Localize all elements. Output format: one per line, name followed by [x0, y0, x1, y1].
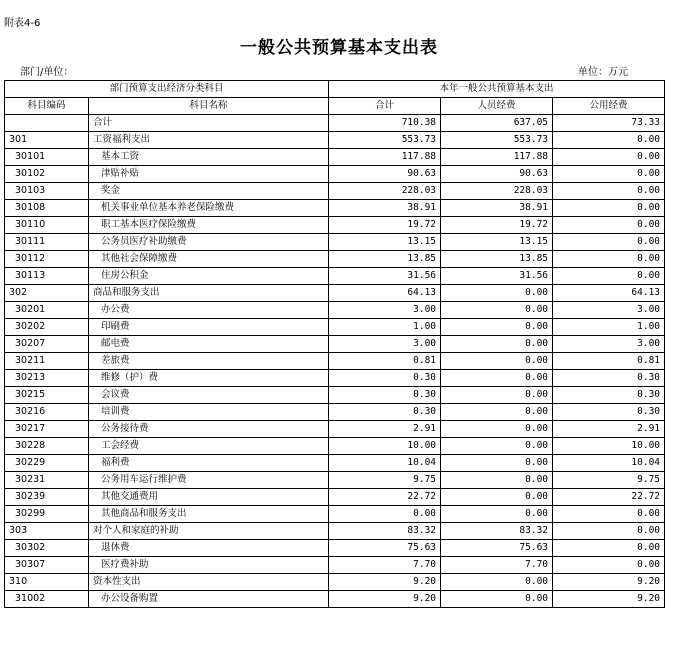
table-row: [5, 540, 665, 557]
row-code: 302: [5, 285, 89, 302]
row-public: 64.13: [553, 285, 665, 302]
row-public: 0.30: [553, 387, 665, 404]
row-name: 合计: [89, 115, 329, 132]
row-personnel: 83.32: [441, 523, 553, 540]
row-name: 基本工资: [89, 149, 329, 166]
row-name: 印刷费: [89, 319, 329, 336]
row-total: 13.15: [329, 234, 441, 251]
row-name: 其他商品和服务支出: [89, 506, 329, 523]
row-code: 30113: [5, 268, 89, 285]
table-row: [5, 268, 665, 285]
header-total: 合计: [329, 98, 441, 115]
row-public: 0.00: [553, 506, 665, 523]
row-total: 10.04: [329, 455, 441, 472]
row-total: 0.00: [329, 506, 441, 523]
row-public: 0.00: [553, 149, 665, 166]
table-row: [5, 285, 665, 302]
row-public: 10.04: [553, 455, 665, 472]
row-name: 住房公积金: [89, 268, 329, 285]
table-row: [5, 149, 665, 166]
row-public: 0.00: [553, 217, 665, 234]
row-public: 9.20: [553, 591, 665, 608]
row-code: 30111: [5, 234, 89, 251]
row-total: 228.03: [329, 183, 441, 200]
row-code: 30103: [5, 183, 89, 200]
table-row: [5, 489, 665, 506]
table-row: [5, 591, 665, 608]
header-public: 公用经费: [553, 98, 665, 115]
attachment-label: 附表4-6: [4, 18, 41, 29]
row-name: 邮电费: [89, 336, 329, 353]
row-public: 10.00: [553, 438, 665, 455]
row-total: 7.70: [329, 557, 441, 574]
header-name: 科目名称: [89, 98, 329, 115]
row-name: 办公设备购置: [89, 591, 329, 608]
table-row: [5, 438, 665, 455]
row-personnel: 7.70: [441, 557, 553, 574]
row-name: 会议费: [89, 387, 329, 404]
row-total: 75.63: [329, 540, 441, 557]
row-code: 30101: [5, 149, 89, 166]
row-name: 医疗费补助: [89, 557, 329, 574]
row-personnel: 228.03: [441, 183, 553, 200]
row-total: 38.91: [329, 200, 441, 217]
row-personnel: 0.00: [441, 336, 553, 353]
row-personnel: 0.00: [441, 489, 553, 506]
row-code: 30302: [5, 540, 89, 557]
table-row: [5, 115, 665, 132]
row-public: 0.00: [553, 540, 665, 557]
row-personnel: 0.00: [441, 421, 553, 438]
row-code: 30215: [5, 387, 89, 404]
row-personnel: 0.00: [441, 574, 553, 591]
row-code: 30201: [5, 302, 89, 319]
row-public: 0.00: [553, 200, 665, 217]
row-name: 退休费: [89, 540, 329, 557]
header-group-left: 部门预算支出经济分类科目: [5, 81, 329, 98]
table-row: [5, 523, 665, 540]
table-row: [5, 132, 665, 149]
row-public: 0.00: [553, 523, 665, 540]
row-code: 30112: [5, 251, 89, 268]
row-code: 30217: [5, 421, 89, 438]
row-name: 维修（护）费: [89, 370, 329, 387]
row-name: 公务接待费: [89, 421, 329, 438]
row-public: 0.30: [553, 370, 665, 387]
row-public: 3.00: [553, 302, 665, 319]
row-total: 553.73: [329, 132, 441, 149]
row-name: 福利费: [89, 455, 329, 472]
row-name: 职工基本医疗保险缴费: [89, 217, 329, 234]
table-row: [5, 183, 665, 200]
row-total: 64.13: [329, 285, 441, 302]
row-personnel: 0.00: [441, 319, 553, 336]
row-name: 办公费: [89, 302, 329, 319]
row-personnel: 0.00: [441, 506, 553, 523]
row-public: 0.00: [553, 183, 665, 200]
row-personnel: 31.56: [441, 268, 553, 285]
header-group-right: 本年一般公共预算基本支出: [329, 81, 665, 98]
row-personnel: 0.00: [441, 370, 553, 387]
row-total: 9.20: [329, 591, 441, 608]
row-name: 津贴补贴: [89, 166, 329, 183]
row-public: 0.81: [553, 353, 665, 370]
row-code: 310: [5, 574, 89, 591]
row-personnel: 0.00: [441, 591, 553, 608]
row-total: 117.88: [329, 149, 441, 166]
row-code: 30207: [5, 336, 89, 353]
row-code: 30299: [5, 506, 89, 523]
row-personnel: 13.85: [441, 251, 553, 268]
row-name: 其他交通费用: [89, 489, 329, 506]
row-public: 22.72: [553, 489, 665, 506]
row-total: 19.72: [329, 217, 441, 234]
row-personnel: 90.63: [441, 166, 553, 183]
row-code: 30307: [5, 557, 89, 574]
row-code: 31002: [5, 591, 89, 608]
row-name: 公务员医疗补助缴费: [89, 234, 329, 251]
page-title: 一般公共预算基本支出表: [240, 38, 438, 58]
row-total: 0.30: [329, 404, 441, 421]
row-name: 工资福利支出: [89, 132, 329, 149]
row-name: 其他社会保障缴费: [89, 251, 329, 268]
row-name: 机关事业单位基本养老保险缴费: [89, 200, 329, 217]
row-name: 差旅费: [89, 353, 329, 370]
row-code: 30110: [5, 217, 89, 234]
row-personnel: 0.00: [441, 387, 553, 404]
table-row: [5, 574, 665, 591]
row-total: 1.00: [329, 319, 441, 336]
row-public: 0.00: [553, 557, 665, 574]
row-code: 30211: [5, 353, 89, 370]
row-total: 22.72: [329, 489, 441, 506]
row-total: 710.38: [329, 115, 441, 132]
table-row: [5, 387, 665, 404]
row-personnel: 0.00: [441, 285, 553, 302]
row-personnel: 553.73: [441, 132, 553, 149]
row-public: 1.00: [553, 319, 665, 336]
row-personnel: 637.05: [441, 115, 553, 132]
header-code: 科目编码: [5, 98, 89, 115]
budget-table: [4, 80, 665, 608]
table-row: [5, 166, 665, 183]
row-personnel: 0.00: [441, 472, 553, 489]
row-personnel: 19.72: [441, 217, 553, 234]
row-total: 90.63: [329, 166, 441, 183]
row-code: 30239: [5, 489, 89, 506]
row-public: 0.00: [553, 132, 665, 149]
row-total: 0.30: [329, 387, 441, 404]
table-row: [5, 319, 665, 336]
table-row: [5, 200, 665, 217]
row-personnel: 38.91: [441, 200, 553, 217]
row-total: 3.00: [329, 302, 441, 319]
row-name: 奖金: [89, 183, 329, 200]
row-total: 10.00: [329, 438, 441, 455]
row-code: 30231: [5, 472, 89, 489]
department-label: 部门/单位：: [20, 67, 74, 78]
row-code: 30108: [5, 200, 89, 217]
row-name: 培训费: [89, 404, 329, 421]
row-public: 2.91: [553, 421, 665, 438]
row-total: 0.30: [329, 370, 441, 387]
row-code: 303: [5, 523, 89, 540]
table-row: [5, 234, 665, 251]
table-row: [5, 472, 665, 489]
row-name: 公务用车运行维护费: [89, 472, 329, 489]
row-public: 73.33: [553, 115, 665, 132]
row-name: 工会经费: [89, 438, 329, 455]
table-row: [5, 506, 665, 523]
row-code: [5, 115, 89, 132]
header-personnel: 人员经费: [441, 98, 553, 115]
row-total: 9.20: [329, 574, 441, 591]
table-row: [5, 251, 665, 268]
row-public: 0.00: [553, 251, 665, 268]
row-total: 31.56: [329, 268, 441, 285]
row-name: 对个人和家庭的补助: [89, 523, 329, 540]
row-public: 3.00: [553, 336, 665, 353]
row-code: 301: [5, 132, 89, 149]
row-code: 30202: [5, 319, 89, 336]
row-public: 0.00: [553, 234, 665, 251]
row-total: 0.81: [329, 353, 441, 370]
row-code: 30216: [5, 404, 89, 421]
row-personnel: 0.00: [441, 404, 553, 421]
row-name: 资本性支出: [89, 574, 329, 591]
header-column-row: [5, 98, 665, 115]
header-group-row: [5, 81, 665, 98]
unit-label: 单位：万元: [578, 67, 628, 78]
table-row: [5, 353, 665, 370]
row-total: 3.00: [329, 336, 441, 353]
row-personnel: 0.00: [441, 438, 553, 455]
row-personnel: 13.15: [441, 234, 553, 251]
table-row: [5, 421, 665, 438]
row-code: 30229: [5, 455, 89, 472]
table-row: [5, 404, 665, 421]
row-total: 9.75: [329, 472, 441, 489]
row-personnel: 75.63: [441, 540, 553, 557]
table-row: [5, 217, 665, 234]
row-code: 30228: [5, 438, 89, 455]
row-public: 0.00: [553, 166, 665, 183]
row-public: 9.20: [553, 574, 665, 591]
row-total: 2.91: [329, 421, 441, 438]
row-code: 30213: [5, 370, 89, 387]
row-total: 13.85: [329, 251, 441, 268]
table-row: [5, 370, 665, 387]
row-public: 0.00: [553, 268, 665, 285]
table-row: [5, 302, 665, 319]
table-row: [5, 336, 665, 353]
row-name: 商品和服务支出: [89, 285, 329, 302]
row-personnel: 0.00: [441, 353, 553, 370]
row-personnel: 0.00: [441, 455, 553, 472]
row-public: 9.75: [553, 472, 665, 489]
table-row: [5, 455, 665, 472]
table-row: [5, 557, 665, 574]
row-public: 0.30: [553, 404, 665, 421]
row-personnel: 0.00: [441, 302, 553, 319]
row-code: 30102: [5, 166, 89, 183]
row-total: 83.32: [329, 523, 441, 540]
row-personnel: 117.88: [441, 149, 553, 166]
